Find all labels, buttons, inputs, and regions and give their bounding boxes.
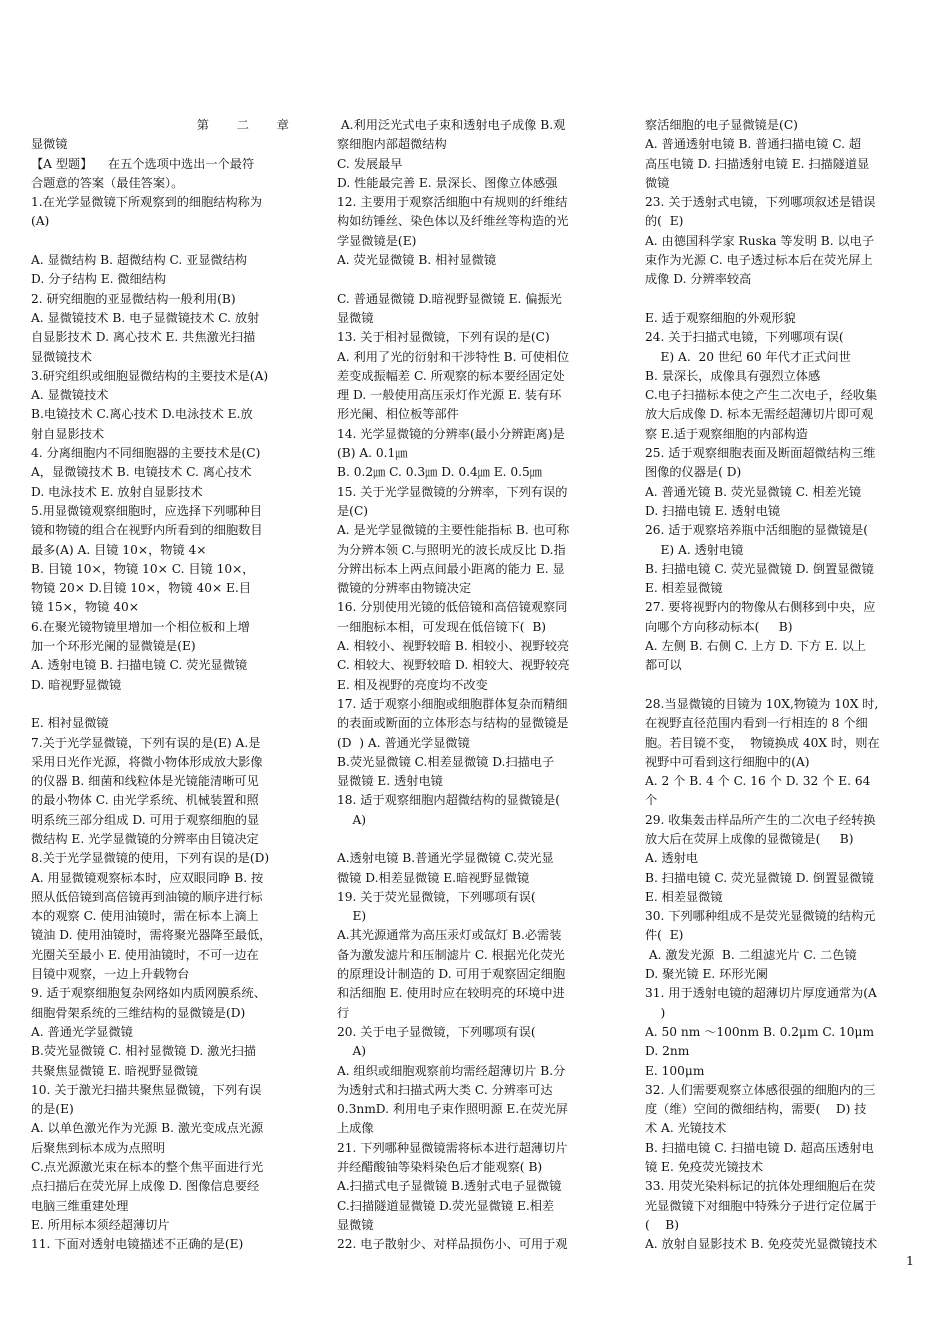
text-line: E. 100μm [645, 1063, 705, 1078]
text-line: 5.用显微镜观察细胞时，应选择下列哪种目 [31, 503, 263, 518]
text-line: B. 目镜 10×，物镜 10× C. 目镜 10×， [31, 561, 255, 576]
text-line: 21. 下列哪种显微镜需将标本进行超薄切片 [337, 1140, 568, 1155]
text-line: D. 分子结构 E. 微细结构 [31, 272, 167, 287]
text-line: 18. 适于观察细胞内超微结构的显微镜是( [337, 793, 561, 808]
text-line: 17. 适于观察小细胞或细胞群体复杂而精细 [337, 696, 568, 711]
text-line: A，显微镜技术 B. 电镜技术 C. 离心技术 [31, 465, 252, 480]
text-line: ( B) [645, 1217, 679, 1232]
text-line: D. 电泳技术 E. 放射自显影技术 [31, 484, 203, 499]
text-line: 的( E) [645, 214, 684, 229]
text-line: 放大后在荧屏上成像的显微镜是( B) [645, 831, 854, 846]
text-line: C.电子扫描标本使之产生二次电子，经收集 [645, 388, 878, 403]
text-line: 射自显影技术 [31, 426, 105, 441]
text-line: 24. 关于扫描式电镜，下列哪项有误( [645, 330, 844, 345]
text-line: B. 扫描电镜 C. 荧光显微镜 D. 倒置显微镜 [645, 870, 874, 885]
text-line: 照从低倍镜到高倍镜再到油镜的顺序进行标 [31, 889, 263, 904]
text-line: E. 相衬显微镜 [31, 716, 109, 731]
text-line: 一细胞标本相，可发现在低倍镜下( B) [337, 619, 547, 634]
text-line [645, 676, 922, 695]
text-line: 差变成振幅差 C. 所观察的标本要经固定处 [337, 368, 565, 383]
text-line: A. 普通光学显微镜 [31, 1024, 133, 1039]
text-line: B. 扫描电镜 C. 荧光显微镜 D. 倒置显微镜 [645, 561, 874, 576]
text-line: 31. 用于透射电镜的超薄切片厚度通常为(A [645, 986, 877, 1001]
text-line: E) [337, 909, 367, 924]
text-line: D. 性能最完善 E. 景深长、图像立体感强 [337, 175, 558, 190]
text-line: 29. 收集轰击样品所产生的二次电子经转换 [645, 812, 876, 827]
text-line: E) A. 20 世纪 60 年代才正式问世 [645, 349, 851, 364]
text-line: 12. 主要用于观察活细胞中有规则的纤维结 [337, 195, 568, 210]
text-line: E. 相差显微镜 [645, 581, 723, 596]
text-line: 2. 研究细胞的亚显微结构一般利用(B) [31, 291, 236, 306]
text-line: A. 相较小、视野较暗 B. 相较小、视野较亮 [337, 639, 570, 654]
text-line: D. 暗视野显微镜 [31, 677, 122, 692]
text-line: 镜油 D. 使用油镜时，需将聚光器降至最低， [31, 928, 272, 943]
text-line: D. 扫描电镜 E. 透射电镜 [645, 503, 781, 518]
text-line: 理 D. 一般使用高压汞灯作光源 E. 装有环 [337, 388, 562, 403]
text-line [645, 290, 922, 309]
text-line: 4. 分离细胞内不同细胞器的主要技术是(C) [31, 446, 261, 461]
text-line: 视野中可看到这行细胞中的(A) [645, 754, 810, 769]
text-line: C. 相较大、视野较暗 D. 相较大、视野较亮 [337, 658, 570, 673]
text-line: A. 由德国科学家 Ruska 等发明 B. 以电子 [645, 233, 875, 248]
text-line: B. 景深长，成像具有强烈立体感 [645, 368, 821, 383]
text-line: 电脑三维重建处理 [31, 1198, 129, 1213]
text-line: 微结构 E. 光学显微镜的分辨率由目镜决定 [31, 831, 259, 846]
text-line: A. 普通光镜 B. 荧光显微镜 C. 相差光镜 [645, 484, 862, 499]
text-line: 分辨出标本上两点间最小距离的能力 E. 显 [337, 561, 565, 576]
text-line: 0.3nmD. 利用电子束作照明源 E.在荧光屏 [337, 1102, 568, 1117]
text-line: 光显微镜下对细胞中特殊分子进行定位属于 [645, 1198, 877, 1213]
text-line: 采用日光作光源，将微小物体形成放大影像 [31, 754, 263, 769]
text-line: 25. 适于观察细胞表面及断面超微结构三维 [645, 446, 876, 461]
text-line: 6.在聚光镜物镜里增加一个相位板和上增 [31, 619, 250, 634]
text-line: C. 普通显微镜 D.暗视野显微镜 E. 偏振光 [337, 291, 562, 306]
text-line: B.电镜技术 C.离心技术 D.电泳技术 E.放 [31, 407, 253, 422]
text-line: 束作为光源 C. 电子透过标本后在荧光屏上 [645, 253, 873, 268]
page-number: 1 [906, 1253, 914, 1268]
text-line [337, 270, 613, 289]
text-line: 27. 要将视野内的物像从右侧移到中央，应 [645, 600, 876, 615]
text-line: 镜 E. 免疫荧光镜技术 [645, 1160, 764, 1175]
text-line: 并经醋酸铀等染料染色后才能观察( B) [337, 1160, 543, 1175]
text-line: 的仪器 B. 细菌和线粒体是光镜能清晰可见 [31, 774, 259, 789]
text-line: C.扫描隧道显微镜 D.荧光显微镜 E.相差 [337, 1198, 555, 1213]
text-line: 20. 关于电子显微镜，下列哪项有误( [337, 1024, 536, 1039]
text-line: 10. 关于激光扫描共聚焦显微镜，下列有误 [31, 1082, 262, 1097]
text-line: 【A 型题】 在五个选项中选出一个最符 [31, 156, 255, 171]
text-line: 镜和物镜的组合在视野内所看到的细胞数目 [31, 523, 263, 538]
text-line: A. 左侧 B. 右侧 C. 上方 D. 下方 E. 以上 [645, 639, 866, 654]
text-line: 3.研究组织或细胞显微结构的主要技术是(A) [31, 368, 269, 383]
text-line: 在视野直径范围内看到一行相连的 8 个细 [645, 716, 868, 731]
text-line: 23. 关于透射式电镜，下列哪项叙述是错误 [645, 195, 876, 210]
text-line: 察活细胞的电子显微镜是(C) [645, 118, 798, 132]
text-line: 备为激发滤片和压制滤片 C. 根据光化荧光 [337, 947, 565, 962]
text-line: A. 荧光显微镜 B. 相衬显微镜 [337, 253, 497, 268]
text-line: 最多(A) A. 目镜 10×，物镜 4× [31, 542, 207, 557]
text-line: A. 以单色激光作为光源 B. 激光变成点光源 [31, 1121, 264, 1136]
text-line: B. 0.2㎛ C. 0.3㎛ D. 0.4㎛ E. 0.5㎛ [337, 465, 542, 480]
text-line: 显微镜 [31, 137, 68, 152]
text-line [31, 695, 305, 714]
text-line: 22. 电子散射少、对样品损伤小、可用于观 [337, 1237, 568, 1252]
text-line: 微镜 [645, 175, 670, 190]
text-line: E. 相及视野的亮度均不改变 [337, 677, 488, 692]
text-line: A. 普通透射电镜 B. 普通扫描电镜 C. 超 [645, 137, 862, 152]
text-line: 成像 D. 分辨率较高 [645, 272, 752, 287]
text-line: 16. 分别使用光镜的低倍镜和高倍镜观察同 [337, 600, 568, 615]
text-line: 细胞骨架系统的三维结构的显微镜是(D) [31, 1005, 246, 1020]
text-line: A. 显微镜技术 B. 电子显微镜技术 C. 放射 [31, 310, 260, 325]
text-line: 13. 关于相衬显微镜，下列有误的是(C) [337, 330, 550, 345]
text-line: 后聚焦到标本成为点照明 [31, 1140, 166, 1155]
text-line: 的是(E) [31, 1102, 74, 1117]
text-line: A.透射电镜 B.普通光学显微镜 C.荧光显 [337, 851, 554, 866]
text-line: A. 显微结构 B. 超微结构 C. 亚显微结构 [31, 253, 248, 268]
text-line: 是(C) [337, 503, 369, 518]
text-column-right [645, 116, 922, 1255]
text-line: 合题意的答案（最佳答案）。 [31, 175, 184, 190]
text-line [337, 830, 613, 849]
text-line: B.荧光显微镜 C.相差显微镜 D.扫描电子 [337, 754, 555, 769]
text-line: 显微镜 [337, 310, 374, 325]
text-line: 为透射式和扫描式两大类 C. 分辨率可达 [337, 1082, 553, 1097]
text-line: A. 用显微镜观察标本时，应双眼同睁 B. 按 [31, 870, 264, 885]
text-line: 加一个环形光阑的显微镜是(E) [31, 639, 196, 654]
text-column-middle [337, 116, 613, 1255]
text-line: (B) A. 0.1㎛ [337, 446, 408, 461]
text-line: 上成像 [337, 1121, 374, 1136]
text-line: 学显微镜是(E) [337, 233, 417, 248]
text-line: 28.当显微镜的目镜为 10X,物镜为 10X 时, [645, 696, 879, 711]
text-line: 形光阑、相位板等部件 [337, 407, 459, 422]
text-line: 15. 关于光学显微镜的分辨率，下列有误的 [337, 484, 568, 499]
text-line: ) [645, 1005, 666, 1020]
text-line: 察 E.适于观察细胞的内部构造 [645, 426, 808, 441]
text-line: 26. 适于观察培养瓶中活细胞的显微镜是( [645, 523, 869, 538]
text-line: C. 发展最早 [337, 156, 403, 171]
text-line: 的表面或断面的立体形态与结构的显微镜是 [337, 716, 569, 731]
text-line: 察细胞内部超微结构 [337, 137, 447, 152]
text-line: 度（维）空间的微细结构，需要( D) 技 [645, 1102, 867, 1117]
text-line: A. 显微镜技术 [31, 388, 109, 403]
text-line: 显微镜 E. 透射电镜 [337, 774, 443, 789]
text-line: 高压电镜 D. 扫描透射电镜 E. 扫描隧道显 [645, 156, 870, 171]
text-line: D. 聚光镜 E. 环形光阑 [645, 967, 768, 982]
text-line: 物镜 20× D.目镜 10×，物镜 40× E.目 [31, 581, 252, 596]
text-line: 放大后成像 D. 标本无需经超薄切片即可观 [645, 407, 874, 422]
text-line: A. 利用了光的衍射和干涉特性 B. 可使相位 [337, 349, 570, 364]
text-line: 术 A. 光镜技术 [645, 1121, 727, 1136]
text-line: 微镜的分辨率由物镜决定 [337, 581, 472, 596]
text-line: 行 [337, 1005, 350, 1020]
text-line: A) [337, 812, 367, 827]
chapter-heading: 第 二 章 [196, 118, 301, 132]
text-line: 为分辨本领 C.与照明光的波长成反比 D.指 [337, 542, 566, 557]
text-line: 8.关于光学显微镜的使用，下列有误的是(D) [31, 851, 270, 866]
text-line: E. 相差显微镜 [645, 889, 723, 904]
text-line: 19. 关于荧光显微镜，下列哪项有误( [337, 889, 536, 904]
text-line: 胞。若目镜不变， 物镜换成 40X 时，则在 [645, 735, 880, 750]
text-column-left [31, 116, 305, 1255]
text-line: 显微镜 [337, 1217, 374, 1232]
text-line: 32. 人们需要观察立体感很强的细胞内的三 [645, 1082, 876, 1097]
text-line: 显微镜技术 [31, 349, 92, 364]
text-line: A. 激发光源 B. 二组滤光片 C. 二色镜 [645, 947, 857, 962]
text-line: (A) [31, 214, 50, 229]
text-line: 都可以 [645, 658, 682, 673]
text-line: E. 适于观察细胞的外观形貌 [645, 310, 796, 325]
text-line: D. 2nm [645, 1044, 690, 1059]
text-line: 微镜 D.相差显微镜 E.暗视野显微镜 [337, 870, 530, 885]
text-line: 自显影技术 D. 离心技术 E. 共焦激光扫描 [31, 330, 256, 345]
text-line: A. 50 nm ～100nm B. 0.2μm C. 10μm [645, 1024, 875, 1039]
text-line: 镜 15×，物镜 40× [31, 600, 139, 615]
text-line: 的最小物体 C. 由光学系统、机械装置和照 [31, 793, 259, 808]
text-line: (D ) A. 普通光学显微镜 [337, 735, 470, 750]
text-line: A.利用泛光式电子束和透射电子成像 B.观 [337, 118, 566, 132]
text-line: 9. 适于观察细胞复杂网络如内质网膜系统、 [31, 986, 266, 1001]
text-line: A. 透射电 [645, 851, 699, 866]
text-line: 个 [645, 793, 658, 808]
text-line: E) A. 透射电镜 [645, 542, 744, 557]
text-line: 明系统三部分组成 D. 可用于观察细胞的显 [31, 812, 260, 827]
text-line: 点扫描后在荧光屏上成像 D. 图像信息要经 [31, 1179, 260, 1194]
text-line [31, 232, 305, 251]
text-line: A. 是光学显微镜的主要性能指标 B. 也可称 [337, 523, 570, 538]
text-line: C.点光源激光束在标本的整个焦平面进行光 [31, 1160, 264, 1175]
text-line: A.其光源通常为高压汞灯或氙灯 B.必需装 [337, 928, 562, 943]
text-line: 14. 光学显微镜的分辨率(最小分辨距离)是 [337, 426, 565, 441]
text-line: 7.关于光学显微镜，下列有误的是(E) A.是 [31, 735, 261, 750]
text-line: A. 组织或细胞观察前均需经超薄切片 B.分 [337, 1063, 566, 1078]
text-line: 和活细胞 E. 使用时应在较明亮的环境中进 [337, 986, 565, 1001]
text-line: 11. 下面对透射电镜描述不正确的是(E) [31, 1237, 244, 1252]
text-line: 图像的仪器是( D) [645, 465, 742, 480]
text-line: 向哪个方向移动标本( B) [645, 619, 793, 634]
text-line: B. 扫描电镜 C. 扫描电镜 D. 超高压透射电 [645, 1140, 874, 1155]
text-line: 目镜中观察，一边上升载物台 [31, 967, 190, 982]
text-line: 本的观察 C. 使用油镜时，需在标本上滴上 [31, 909, 259, 924]
text-line: A. 透射电镜 B. 扫描电镜 C. 荧光显微镜 [31, 658, 248, 673]
text-line: B.荧光显微镜 C. 相衬显微镜 D. 激光扫描 [31, 1044, 256, 1059]
text-line: E. 所用标本须经超薄切片 [31, 1217, 170, 1232]
text-line: 1.在光学显微镜下所观察到的细胞结构称为 [31, 195, 263, 210]
text-line: A. 放射自显影技术 B. 免疫荧光显微镜技术 [645, 1237, 878, 1252]
text-line: 件( E) [645, 928, 684, 943]
text-line: 构如纺锤丝、染色体以及纤维丝等构造的光 [337, 214, 569, 229]
text-line: 光圈关至最小 E. 使用油镜时，不可一边在 [31, 947, 259, 962]
text-line: 30. 下列哪种组成不是荧光显微镜的结构元 [645, 909, 876, 924]
text-line: A) [337, 1044, 367, 1059]
text-line: A. 2 个 B. 4 个 C. 16 个 D. 32 个 E. 64 [645, 774, 871, 789]
text-line: 的原理设计制造的 D. 可用于观察固定细胞 [337, 967, 566, 982]
text-line: 共聚焦显微镜 E. 暗视野显微镜 [31, 1063, 198, 1078]
text-line: A.扫描式电子显微镜 B.透射式电子显微镜 [337, 1179, 562, 1194]
text-line: 33. 用荧光染料标记的抗体处理细胞后在荧 [645, 1179, 876, 1194]
